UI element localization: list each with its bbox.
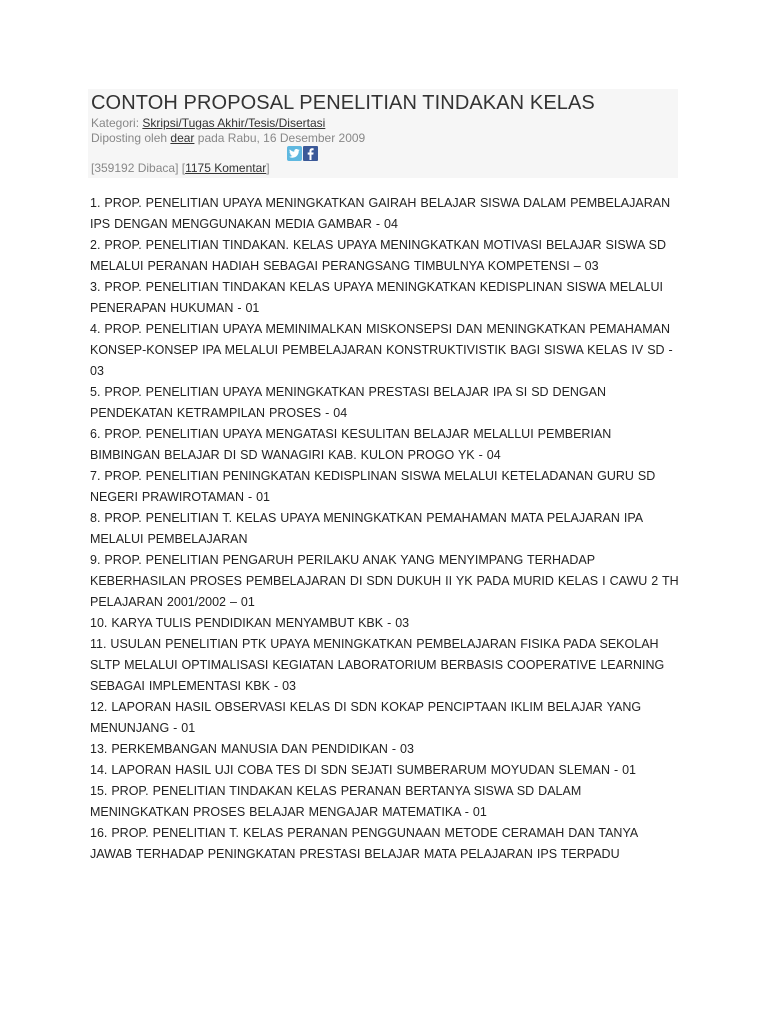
category-label: Kategori: bbox=[91, 116, 140, 130]
list-item: 5. PROP. PENELITIAN UPAYA MENINGKATKAN PRESTASI BELAJAR IPA SI SD DENGAN PENDEKATAN KETRAMPILAN PROSES - 04 bbox=[90, 385, 607, 420]
list-item: 11. USULAN PENELITIAN PTK UPAYA MENINGKATKAN PEMBELAJARAN FISIKA PADA SEKOLAH SLTP MELALUI OPTIMALISASI KEGIATAN LABORATORIUM BERBASIS COOPERATIVE LEARNING SEBAGAI IMPLEMENTASI KBK - 03 bbox=[90, 637, 665, 693]
list-item: 4. PROP. PENELITIAN UPAYA MEMINIMALKAN MISKONSEPSI DAN MENINGKATKAN PEMAHAMAN KONSEP-KONSEP IPA MELALUI PEMBELAJARAN KONSTRUKTIVISTIK BAGI SISWA KELAS IV SD - 03 bbox=[90, 322, 673, 378]
list-item: 8. PROP. PENELITIAN T. KELAS UPAYA MENINGKATKAN PEMAHAMAN MATA PELAJARAN IPA MELALUI PEMBELAJARAN bbox=[90, 511, 643, 546]
category-link[interactable]: Skripsi/Tugas Akhir/Tesis/Disertasi bbox=[142, 116, 326, 130]
read-count: [359192 Dibaca] bbox=[91, 161, 179, 175]
list-item: 3. PROP. PENELITIAN TINDAKAN KELAS UPAYA MENINGKATKAN KEDISPLINAN SISWA MELALUI PENERAPAN HUKUMAN - 01 bbox=[90, 280, 663, 315]
comments-link[interactable]: 1175 Komentar bbox=[185, 161, 267, 175]
twitter-bird-glyph bbox=[289, 149, 300, 158]
posted-prefix: Diposting oleh bbox=[91, 131, 168, 145]
twitter-icon[interactable] bbox=[287, 146, 302, 161]
article-category bbox=[91, 116, 325, 131]
list-item: 2. PROP. PENELITIAN TINDAKAN. KELAS UPAYA MENINGKATKAN MOTIVASI BELAJAR SISWA SD MELALUI PERANAN HADIAH SEBAGAI PERANGSANG TIMBULNYA KOMPETENSI – 03 bbox=[90, 238, 666, 273]
facebook-f-glyph bbox=[307, 148, 314, 160]
list-item: 10. KARYA TULIS PENDIDIKAN MENYAMBUT KBK - 03 bbox=[90, 616, 410, 630]
comments-open-bracket: [ bbox=[181, 161, 186, 175]
comments-close-bracket: ] bbox=[266, 161, 270, 175]
list-item: 16. PROP. PENELITIAN T. KELAS PERANAN PENGGUNAAN METODE CERAMAH DAN TANYA JAWAB TERHADAP PENINGKATAN PRESTASI BELAJAR MATA PELAJARAN IPS TERPADU bbox=[90, 826, 638, 861]
article-title: CONTOH PROPOSAL PENELITIAN TINDAKAN KELAS bbox=[91, 92, 595, 114]
posted-date: pada Rabu, 16 Desember 2009 bbox=[197, 131, 366, 145]
article-byline bbox=[91, 131, 365, 146]
share-buttons bbox=[287, 146, 318, 161]
article-list bbox=[90, 193, 680, 865]
list-item: 7. PROP. PENELITIAN PENINGKATAN KEDISPLINAN SISWA MELALUI KETELADANAN GURU SD NEGERI PRAWIROTAMAN - 01 bbox=[90, 469, 656, 504]
facebook-icon[interactable] bbox=[303, 146, 318, 161]
list-item: 13. PERKEMBANGAN MANUSIA DAN PENDIDIKAN - 03 bbox=[90, 742, 414, 756]
article-stats bbox=[91, 161, 270, 176]
list-item: 6. PROP. PENELITIAN UPAYA MENGATASI KESULITAN BELAJAR MELALLUI PEMBERIAN BIMBINGAN BELAJAR DI SD WANAGIRI KAB. KULON PROGO YK - 04 bbox=[90, 427, 612, 462]
list-item: 9. PROP. PENELITIAN PENGARUH PERILAKU ANAK YANG MENYIMPANG TERHADAP KEBERHASILAN PROSES PEMBELAJARAN DI SDN DUKUH II YK PADA MURID KELAS I CAWU 2 TH PELAJARAN 2001/2002 – 01 bbox=[90, 553, 679, 609]
author-link[interactable]: dear bbox=[170, 131, 195, 145]
list-item: 15. PROP. PENELITIAN TINDAKAN KELAS PERANAN BERTANYA SISWA SD DALAM MENINGKATKAN PROSES BELAJAR MENGAJAR MATEMATIKA - 01 bbox=[90, 784, 582, 819]
list-item: 12. LAPORAN HASIL OBSERVASI KELAS DI SDN KOKAP PENCIPTAAN IKLIM BELAJAR YANG MENUNJANG - 01 bbox=[90, 700, 642, 735]
list-item: 1. PROP. PENELITIAN UPAYA MENINGKATKAN GAIRAH BELAJAR SISWA DALAM PEMBELAJARAN IPS DENGAN MENGGUNAKAN MEDIA GAMBAR - 04 bbox=[90, 196, 671, 231]
list-item: 14. LAPORAN HASIL UJI COBA TES DI SDN SEJATI SUMBERARUM MOYUDAN SLEMAN - 01 bbox=[90, 763, 636, 777]
